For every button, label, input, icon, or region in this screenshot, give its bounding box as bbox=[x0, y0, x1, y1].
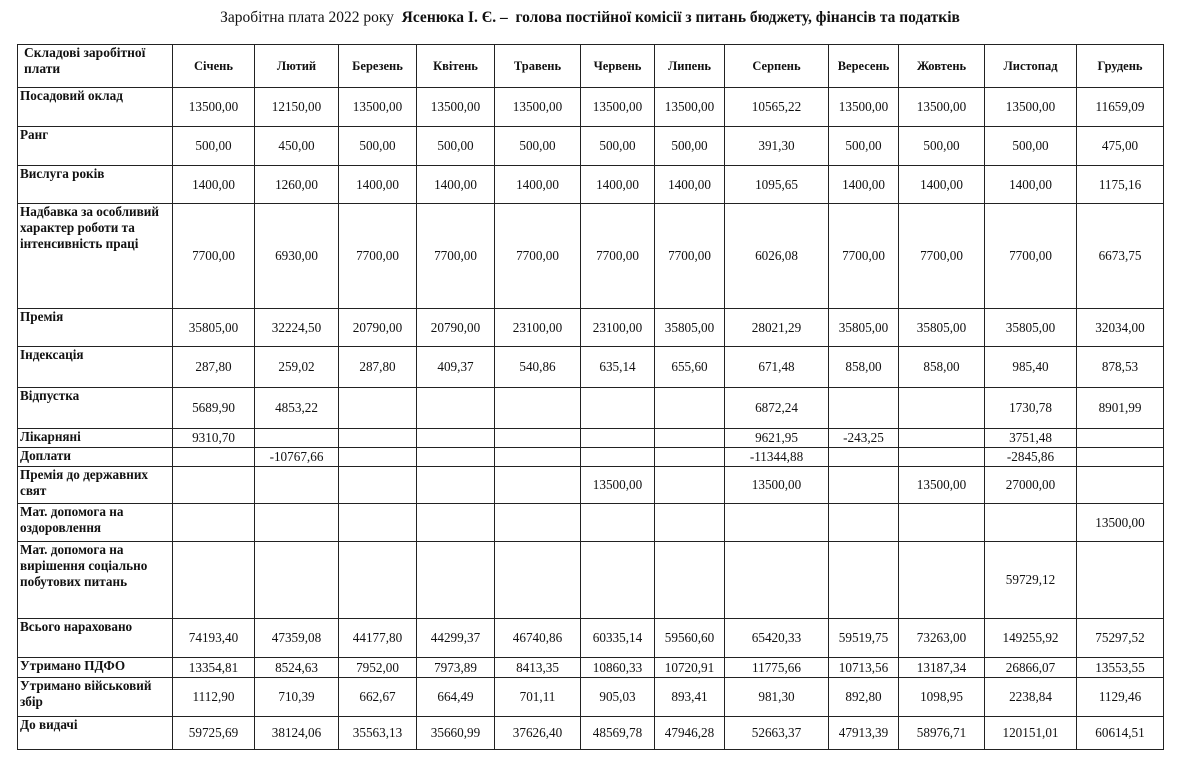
month-header: Січень bbox=[173, 45, 255, 88]
table-cell: 8524,63 bbox=[255, 658, 339, 678]
table-cell: 500,00 bbox=[829, 127, 899, 166]
table-cell: 1112,90 bbox=[173, 678, 255, 717]
table-cell bbox=[655, 504, 725, 542]
month-header: Травень bbox=[495, 45, 581, 88]
table-cell: 500,00 bbox=[899, 127, 985, 166]
table-cell: 10720,91 bbox=[655, 658, 725, 678]
table-cell: 892,80 bbox=[829, 678, 899, 717]
table-cell: 46740,86 bbox=[495, 619, 581, 658]
table-cell: 500,00 bbox=[173, 127, 255, 166]
table-cell: 1400,00 bbox=[899, 166, 985, 204]
table-row bbox=[18, 717, 1164, 750]
table-cell bbox=[1077, 542, 1164, 619]
table-cell: 13500,00 bbox=[985, 88, 1077, 127]
table-cell: 1129,46 bbox=[1077, 678, 1164, 717]
table-cell bbox=[581, 388, 655, 429]
table-cell: 38124,06 bbox=[255, 717, 339, 750]
table-cell: 500,00 bbox=[655, 127, 725, 166]
table-cell bbox=[581, 504, 655, 542]
table-cell: 500,00 bbox=[985, 127, 1077, 166]
table-cell: 35805,00 bbox=[829, 309, 899, 347]
table-cell: 450,00 bbox=[255, 127, 339, 166]
table-cell: 662,67 bbox=[339, 678, 417, 717]
table-cell: 5689,90 bbox=[173, 388, 255, 429]
table-cell: -11344,88 bbox=[725, 448, 829, 467]
table-cell bbox=[655, 467, 725, 504]
table-cell: 655,60 bbox=[655, 347, 725, 388]
table-cell: 1400,00 bbox=[655, 166, 725, 204]
row-label: Мат. допомога на вирішення соціально побутових питань bbox=[18, 542, 173, 619]
table-cell bbox=[899, 388, 985, 429]
table-cell bbox=[495, 542, 581, 619]
table-cell: 391,30 bbox=[725, 127, 829, 166]
table-cell: 878,53 bbox=[1077, 347, 1164, 388]
table-row bbox=[18, 88, 1164, 127]
table-cell: 26866,07 bbox=[985, 658, 1077, 678]
table-cell: 701,11 bbox=[495, 678, 581, 717]
table-cell: 1400,00 bbox=[417, 166, 495, 204]
table-cell: 11659,09 bbox=[1077, 88, 1164, 127]
table-cell: 23100,00 bbox=[581, 309, 655, 347]
table-cell: 74193,40 bbox=[173, 619, 255, 658]
table-row bbox=[18, 619, 1164, 658]
row-label: До видачі bbox=[18, 717, 173, 750]
table-cell: 664,49 bbox=[417, 678, 495, 717]
table-cell bbox=[417, 504, 495, 542]
table-row bbox=[18, 448, 1164, 467]
table-cell: 475,00 bbox=[1077, 127, 1164, 166]
table-cell: 13500,00 bbox=[339, 88, 417, 127]
table-cell bbox=[173, 542, 255, 619]
table-cell: 32034,00 bbox=[1077, 309, 1164, 347]
month-header: Квітень bbox=[417, 45, 495, 88]
table-cell: 1260,00 bbox=[255, 166, 339, 204]
month-header: Серпень bbox=[725, 45, 829, 88]
table-cell: 13500,00 bbox=[417, 88, 495, 127]
table-cell bbox=[581, 542, 655, 619]
table-cell: 28021,29 bbox=[725, 309, 829, 347]
table-cell: -243,25 bbox=[829, 429, 899, 448]
table-cell: 13500,00 bbox=[581, 88, 655, 127]
row-label: Надбавка за особливий характер роботи та інтенсивність праці bbox=[18, 204, 173, 309]
row-label: Премія bbox=[18, 309, 173, 347]
table-cell: 13500,00 bbox=[495, 88, 581, 127]
table-cell: 58976,71 bbox=[899, 717, 985, 750]
table-row bbox=[18, 678, 1164, 717]
table-cell: 409,37 bbox=[417, 347, 495, 388]
table-row bbox=[18, 658, 1164, 678]
table-cell bbox=[255, 504, 339, 542]
table-cell: 120151,01 bbox=[985, 717, 1077, 750]
table-row bbox=[18, 429, 1164, 448]
row-label: Премія до державних свят bbox=[18, 467, 173, 504]
table-cell bbox=[339, 429, 417, 448]
table-cell: -2845,86 bbox=[985, 448, 1077, 467]
table-cell bbox=[339, 542, 417, 619]
month-header: Вересень bbox=[829, 45, 899, 88]
table-cell: 59519,75 bbox=[829, 619, 899, 658]
table-cell: 7700,00 bbox=[417, 204, 495, 309]
table-cell: 1400,00 bbox=[581, 166, 655, 204]
row-label: Утримано ПДФО bbox=[18, 658, 173, 678]
table-cell: 259,02 bbox=[255, 347, 339, 388]
table-cell: 59725,69 bbox=[173, 717, 255, 750]
table-cell: 6930,00 bbox=[255, 204, 339, 309]
table-cell bbox=[1077, 467, 1164, 504]
table-row bbox=[18, 388, 1164, 429]
table-cell bbox=[173, 504, 255, 542]
month-header: Листопад bbox=[985, 45, 1077, 88]
table-cell: 149255,92 bbox=[985, 619, 1077, 658]
row-label: Лікарняні bbox=[18, 429, 173, 448]
table-cell: 59560,60 bbox=[655, 619, 725, 658]
table-cell bbox=[655, 388, 725, 429]
table-cell bbox=[417, 542, 495, 619]
row-label: Мат. допомога на оздоровлення bbox=[18, 504, 173, 542]
table-cell: 60335,14 bbox=[581, 619, 655, 658]
table-cell: 10565,22 bbox=[725, 88, 829, 127]
table-cell: 13500,00 bbox=[899, 88, 985, 127]
table-row bbox=[18, 504, 1164, 542]
table-cell: 7700,00 bbox=[655, 204, 725, 309]
row-label: Посадовий оклад bbox=[18, 88, 173, 127]
table-cell: 500,00 bbox=[581, 127, 655, 166]
row-label: Вислуга років bbox=[18, 166, 173, 204]
table-cell bbox=[725, 542, 829, 619]
table-cell: 2238,84 bbox=[985, 678, 1077, 717]
table-cell: 6872,24 bbox=[725, 388, 829, 429]
table-cell: 11775,66 bbox=[725, 658, 829, 678]
table-cell: 500,00 bbox=[495, 127, 581, 166]
row-label: Всього нараховано bbox=[18, 619, 173, 658]
table-cell bbox=[339, 504, 417, 542]
document-title bbox=[0, 9, 1180, 27]
table-cell: 1400,00 bbox=[985, 166, 1077, 204]
row-label: Доплати bbox=[18, 448, 173, 467]
row-label: Відпустка bbox=[18, 388, 173, 429]
table-cell bbox=[255, 429, 339, 448]
table-cell: 3751,48 bbox=[985, 429, 1077, 448]
month-header: Жовтень bbox=[899, 45, 985, 88]
table-cell: 13553,55 bbox=[1077, 658, 1164, 678]
table-cell bbox=[581, 448, 655, 467]
table-cell: 905,03 bbox=[581, 678, 655, 717]
table-cell: 500,00 bbox=[417, 127, 495, 166]
table-cell bbox=[1077, 448, 1164, 467]
table-cell: 8901,99 bbox=[1077, 388, 1164, 429]
table-cell: 7700,00 bbox=[339, 204, 417, 309]
title-person-name: Ясенюка І. Є. – bbox=[401, 9, 508, 26]
table-cell: 10860,33 bbox=[581, 658, 655, 678]
table-cell: 500,00 bbox=[339, 127, 417, 166]
row-label: Ранг bbox=[18, 127, 173, 166]
table-cell: 20790,00 bbox=[417, 309, 495, 347]
title-prefix: Заробітна плата 2022 року bbox=[220, 9, 394, 26]
table-cell bbox=[1077, 429, 1164, 448]
table-cell: 37626,40 bbox=[495, 717, 581, 750]
table-cell: 893,41 bbox=[655, 678, 725, 717]
table-cell: 13500,00 bbox=[725, 467, 829, 504]
table-cell: 6673,75 bbox=[1077, 204, 1164, 309]
table-cell: 35805,00 bbox=[985, 309, 1077, 347]
table-cell bbox=[339, 448, 417, 467]
table-cell: 7700,00 bbox=[899, 204, 985, 309]
table-cell: 59729,12 bbox=[985, 542, 1077, 619]
table-cell: 9310,70 bbox=[173, 429, 255, 448]
table-cell bbox=[725, 504, 829, 542]
table-cell: 13500,00 bbox=[899, 467, 985, 504]
month-header: Березень bbox=[339, 45, 417, 88]
table-cell bbox=[417, 388, 495, 429]
table-row bbox=[18, 542, 1164, 619]
table-cell bbox=[829, 504, 899, 542]
table-cell: 1095,65 bbox=[725, 166, 829, 204]
table-cell bbox=[829, 467, 899, 504]
table-row bbox=[18, 467, 1164, 504]
table-cell bbox=[255, 467, 339, 504]
table-cell bbox=[655, 429, 725, 448]
table-cell: 1400,00 bbox=[339, 166, 417, 204]
table-cell: 13500,00 bbox=[581, 467, 655, 504]
table-cell bbox=[495, 429, 581, 448]
table-cell bbox=[173, 448, 255, 467]
table-cell: 7700,00 bbox=[495, 204, 581, 309]
table-cell: 65420,33 bbox=[725, 619, 829, 658]
table-cell: 75297,52 bbox=[1077, 619, 1164, 658]
header-row bbox=[18, 45, 1164, 88]
table-cell: 20790,00 bbox=[339, 309, 417, 347]
table-cell bbox=[581, 429, 655, 448]
table-cell: 44177,80 bbox=[339, 619, 417, 658]
table-cell: 23100,00 bbox=[495, 309, 581, 347]
table-cell bbox=[899, 504, 985, 542]
table-cell bbox=[339, 467, 417, 504]
table-cell bbox=[339, 388, 417, 429]
table-cell: 8413,35 bbox=[495, 658, 581, 678]
table-cell: 710,39 bbox=[255, 678, 339, 717]
table-cell: 1730,78 bbox=[985, 388, 1077, 429]
table-cell: 13500,00 bbox=[173, 88, 255, 127]
table-cell: 671,48 bbox=[725, 347, 829, 388]
table-cell bbox=[829, 448, 899, 467]
table-row bbox=[18, 309, 1164, 347]
table-cell: 47913,39 bbox=[829, 717, 899, 750]
table-cell bbox=[899, 429, 985, 448]
table-cell: 7952,00 bbox=[339, 658, 417, 678]
table-cell bbox=[495, 467, 581, 504]
table-cell: 9621,95 bbox=[725, 429, 829, 448]
table-cell: 7700,00 bbox=[829, 204, 899, 309]
table-row bbox=[18, 204, 1164, 309]
row-label: Індексація bbox=[18, 347, 173, 388]
row-label: Утримано військовий збір bbox=[18, 678, 173, 717]
table-cell: 287,80 bbox=[173, 347, 255, 388]
table-cell: 1400,00 bbox=[829, 166, 899, 204]
table-cell: 13187,34 bbox=[899, 658, 985, 678]
table-cell: 13500,00 bbox=[829, 88, 899, 127]
table-cell: 32224,50 bbox=[255, 309, 339, 347]
table-row bbox=[18, 166, 1164, 204]
table-cell: 635,14 bbox=[581, 347, 655, 388]
table-cell: 6026,08 bbox=[725, 204, 829, 309]
table-cell bbox=[829, 542, 899, 619]
month-header: Червень bbox=[581, 45, 655, 88]
table-cell bbox=[417, 448, 495, 467]
table-cell: 1400,00 bbox=[173, 166, 255, 204]
table-cell: 981,30 bbox=[725, 678, 829, 717]
table-cell: -10767,66 bbox=[255, 448, 339, 467]
table-cell: 35805,00 bbox=[899, 309, 985, 347]
table-cell bbox=[829, 388, 899, 429]
table-cell: 44299,37 bbox=[417, 619, 495, 658]
table-cell: 60614,51 bbox=[1077, 717, 1164, 750]
month-header: Лютий bbox=[255, 45, 339, 88]
table-cell: 47359,08 bbox=[255, 619, 339, 658]
table-cell bbox=[255, 542, 339, 619]
header-corner: Складові заробітної плати bbox=[18, 45, 173, 88]
table-cell: 13500,00 bbox=[1077, 504, 1164, 542]
table-cell bbox=[417, 467, 495, 504]
month-header: Липень bbox=[655, 45, 725, 88]
table-cell: 4853,22 bbox=[255, 388, 339, 429]
table-cell bbox=[495, 448, 581, 467]
table-cell: 7973,89 bbox=[417, 658, 495, 678]
table-cell: 7700,00 bbox=[581, 204, 655, 309]
table-cell bbox=[655, 542, 725, 619]
table-cell: 47946,28 bbox=[655, 717, 725, 750]
table-cell bbox=[899, 448, 985, 467]
table-cell bbox=[495, 504, 581, 542]
table-cell: 13500,00 bbox=[655, 88, 725, 127]
table-cell: 73263,00 bbox=[899, 619, 985, 658]
table-cell: 985,40 bbox=[985, 347, 1077, 388]
salary-table bbox=[17, 44, 1164, 750]
month-header: Грудень bbox=[1077, 45, 1164, 88]
table-cell bbox=[655, 448, 725, 467]
table-cell: 12150,00 bbox=[255, 88, 339, 127]
table-cell: 48569,78 bbox=[581, 717, 655, 750]
table-cell bbox=[899, 542, 985, 619]
table-cell: 1098,95 bbox=[899, 678, 985, 717]
table-cell: 35660,99 bbox=[417, 717, 495, 750]
table-row bbox=[18, 347, 1164, 388]
table-cell: 7700,00 bbox=[985, 204, 1077, 309]
table-cell: 52663,37 bbox=[725, 717, 829, 750]
table-cell: 35563,13 bbox=[339, 717, 417, 750]
table-cell: 1400,00 bbox=[495, 166, 581, 204]
table-cell bbox=[173, 467, 255, 504]
table-cell: 35805,00 bbox=[173, 309, 255, 347]
table-cell bbox=[495, 388, 581, 429]
table-cell bbox=[985, 504, 1077, 542]
table-cell: 35805,00 bbox=[655, 309, 725, 347]
title-position: голова постійної комісії з питань бюджету, фінансів та податків bbox=[515, 9, 960, 26]
table-cell: 1175,16 bbox=[1077, 166, 1164, 204]
table-cell: 858,00 bbox=[899, 347, 985, 388]
table-cell: 27000,00 bbox=[985, 467, 1077, 504]
table-cell: 7700,00 bbox=[173, 204, 255, 309]
table-cell: 540,86 bbox=[495, 347, 581, 388]
table-cell bbox=[417, 429, 495, 448]
table-row bbox=[18, 127, 1164, 166]
table-cell: 858,00 bbox=[829, 347, 899, 388]
table-cell: 13354,81 bbox=[173, 658, 255, 678]
table-cell: 287,80 bbox=[339, 347, 417, 388]
table-cell: 10713,56 bbox=[829, 658, 899, 678]
